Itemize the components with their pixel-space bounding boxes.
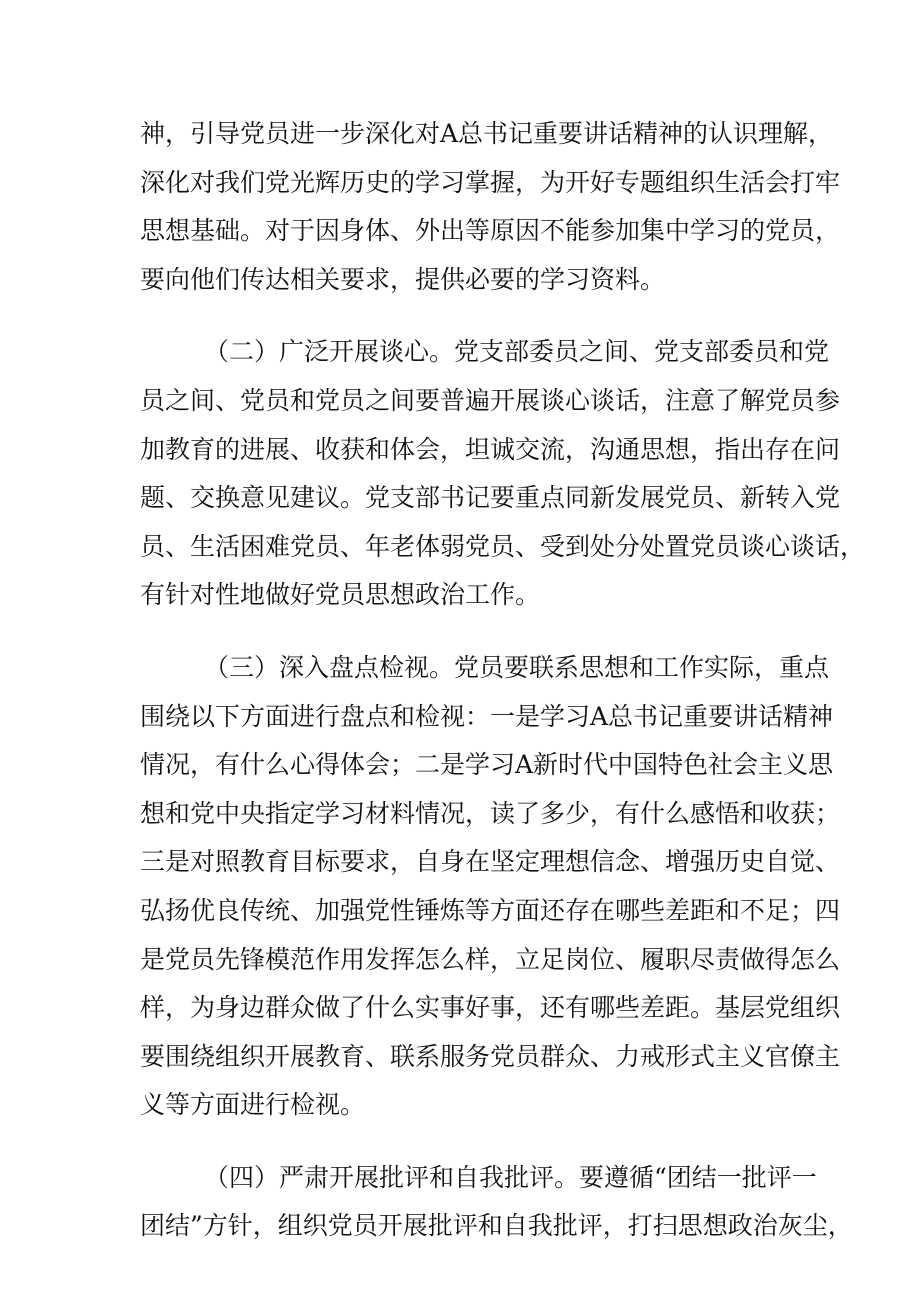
text-line: 思想基础。对于因身体、外出等原因不能参加集中学习的党员， — [140, 216, 841, 246]
text-line: （三）深入盘点检视。党员要联系思想和工作实际，重点 — [204, 652, 830, 682]
text-line: 神，引导党员进一步深化对A总书记重要讲话精神的认识理解， — [140, 119, 834, 148]
text-line: 弘扬优良传统、加强党性锤炼等方面还存在哪些差距和不足；四 — [140, 895, 841, 925]
paragraph-gap — [140, 1130, 785, 1154]
text-line: 是党员先锋模范作用发挥怎么样，立足岗位、履职尽责做得怎么 — [140, 944, 841, 974]
text-line: 三是对照教育目标要求，自身在坚定理想信念、增强历史自觉、 — [140, 847, 841, 877]
paragraph-3 — [140, 644, 841, 1130]
text-line: 有针对性地做好党员思想政治工作。 — [140, 580, 541, 610]
paragraph-4 — [140, 1154, 853, 1251]
text-line: 题、交换意见建议。党支部书记要重点同新发展党员、新转入党 — [140, 483, 841, 513]
text-line: 加教育的进展、收获和体会，坦诚交流，沟通思想，指出存在问 — [140, 434, 841, 464]
document-body — [140, 110, 866, 1251]
text-line: 团结”方针，组织党员开展批评和自我批评，打扫思想政治灰尘， — [140, 1211, 853, 1241]
text-line: 情况，有什么心得体会；二是学习A新时代中国特色社会主义思 — [140, 750, 834, 780]
text-line: （二）广泛开展谈心。党支部委员之间、党支部委员和党 — [204, 337, 830, 367]
text-line: 员之间、党员和党员之间要普遍开展谈心谈话，注意了解党员参 — [140, 385, 841, 415]
text-line: 深化对我们党光辉历史的学习掌握，为开好专题组织生活会打牢 — [140, 167, 841, 197]
paragraph-gap — [140, 304, 785, 328]
text-line: 想和党中央指定学习材料情况，读了多少，有什么感悟和收获； — [140, 798, 841, 828]
text-line: （四）严肃开展批评和自我批评。要遵循“团结一批评一 — [204, 1162, 817, 1192]
text-line: 要向他们传达相关要求，提供必要的学习资料。 — [140, 264, 666, 294]
paragraph-1 — [140, 110, 841, 304]
text-line: 义等方面进行检视。 — [140, 1090, 366, 1120]
text-line: 围绕以下方面进行盘点和检视：一是学习A总书记重要讲话精神 — [140, 701, 834, 731]
paragraph-gap — [140, 620, 785, 644]
text-line: 样，为身边群众做了什么实事好事，还有哪些差距。基层党组织 — [140, 993, 841, 1023]
paragraph-2 — [140, 328, 866, 620]
text-line: 要围绕组织开展教育、联系服务党员群众、力戒形式主义官僚主 — [140, 1041, 841, 1071]
text-line: 员、生活困难党员、年老体弱党员、受到处分处置党员谈心谈话， — [140, 531, 866, 561]
